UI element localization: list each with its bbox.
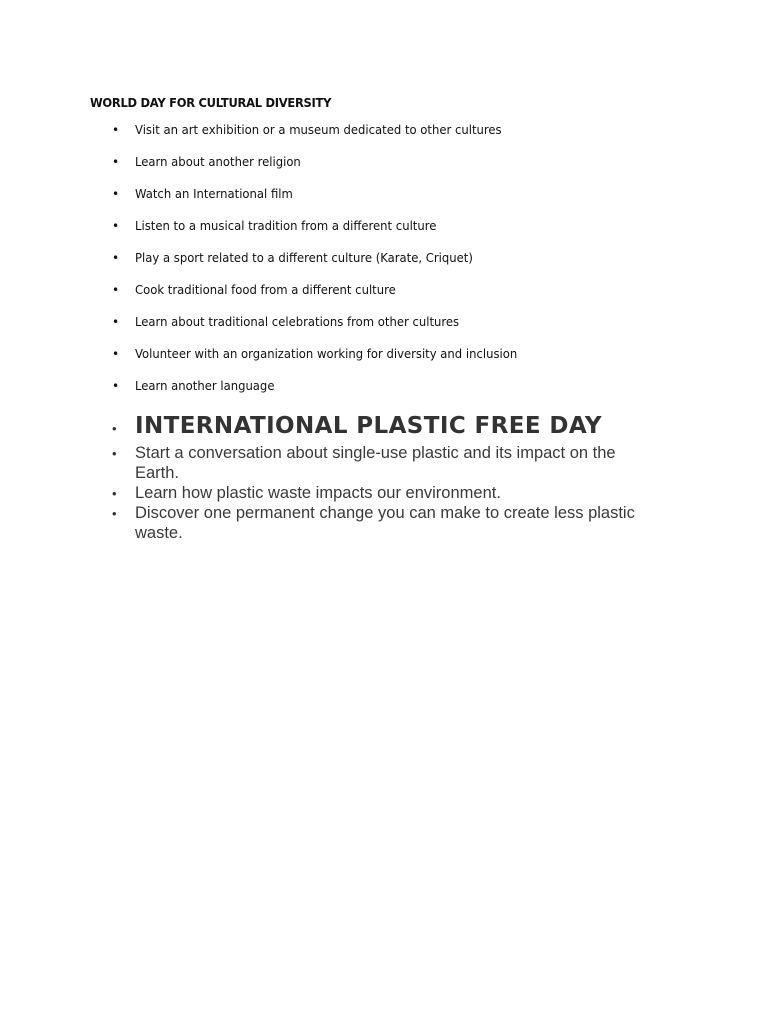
list-item [90,154,690,186]
list-item [90,282,690,314]
list-item-text: Start a conversation about single-use plastic and its impact on the Earth. [135,444,616,482]
section-title-cultural-diversity: WORLD DAY FOR CULTURAL DIVERSITY [90,95,332,110]
bullet-icon: • [112,123,120,137]
list-item [90,314,690,346]
list-item-text: Discover one permanent change you can make to create less plastic waste. [135,504,635,542]
list-item-text: Cook traditional food from a different culture [135,282,396,297]
list-item [90,122,690,154]
plastic-free-section [90,411,690,543]
cultural-diversity-list [90,122,690,410]
list-item [90,250,690,282]
plastic-free-list [90,411,690,543]
bullet-icon: • [112,486,117,501]
bullet-icon: • [112,506,117,521]
list-item [90,483,655,503]
bullet-icon: • [112,421,117,436]
bullet-icon: • [112,155,120,169]
bullet-icon: • [112,315,120,329]
list-item-text: Visit an art exhibition or a museum dedicated to other cultures [135,122,502,137]
list-item-text: Volunteer with an organization working for diversity and inclusion [135,346,518,361]
list-item [90,186,690,218]
list-item-text: Learn how plastic waste impacts our environment. [135,484,501,502]
bullet-icon: • [112,219,120,233]
list-item [90,346,690,378]
section-title-plastic-free [90,411,690,443]
list-item-text: Listen to a musical tradition from a different culture [135,218,437,233]
bullet-icon: • [112,347,120,361]
list-item-text: Learn about another religion [135,154,301,169]
bullet-icon: • [112,187,120,201]
bullet-icon: • [112,446,117,461]
bullet-icon: • [112,379,120,393]
list-item-text: Learn about traditional celebrations from other cultures [135,314,460,329]
bullet-icon: • [112,251,120,265]
list-item [90,443,655,483]
list-item-text: Learn another language [135,378,275,393]
list-item-text: Play a sport related to a different culture (Karate, Criquet) [135,250,473,265]
bullet-icon: • [112,283,120,297]
section-title-text: INTERNATIONAL PLASTIC FREE DAY [135,413,602,439]
list-item [90,378,690,410]
list-item [90,218,690,250]
cultural-diversity-section [90,92,690,410]
list-item [90,503,655,543]
list-item-text: Watch an International film [135,186,293,201]
